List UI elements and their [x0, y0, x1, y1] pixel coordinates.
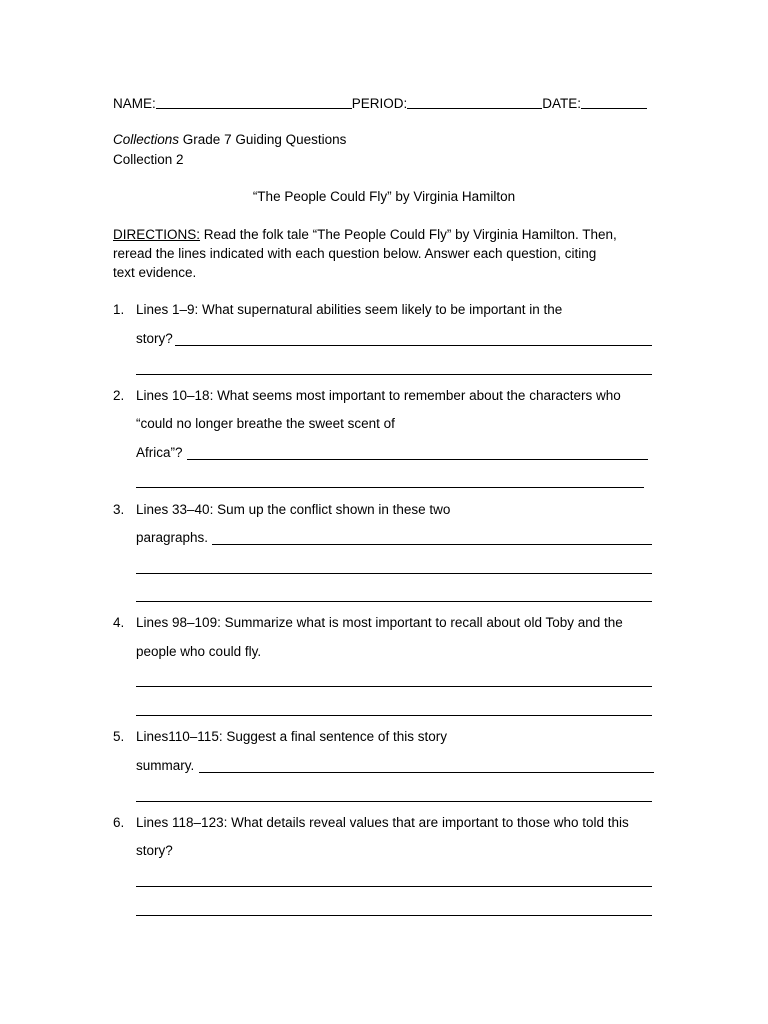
directions-line-1: [113, 227, 617, 243]
answer-line[interactable]: [136, 686, 652, 687]
question-number: 4.: [113, 615, 125, 630]
question-text-cont: story?: [136, 331, 173, 346]
question-text: Lines 33–40: Sum up the conflict shown in these two: [136, 502, 451, 517]
answer-line[interactable]: [199, 772, 654, 773]
date-label: DATE:: [542, 96, 582, 111]
name-blank[interactable]: [156, 108, 352, 109]
question-text: Lines 98–109: Summarize what is most important to recall about old Toby and the: [136, 615, 623, 630]
question-text-cont: people who could fly.: [136, 644, 262, 659]
period-blank[interactable]: [407, 108, 542, 109]
answer-line[interactable]: [136, 915, 652, 916]
question-number: 2.: [113, 388, 125, 403]
period-label: PERIOD:: [351, 96, 408, 111]
directions-line-3: text evidence.: [113, 265, 197, 280]
question-text: Lines 10–18: What seems most important to remember about the characters who: [136, 388, 621, 403]
question-number: 3.: [113, 502, 125, 517]
question-text-cont: summary.: [136, 758, 195, 773]
question-text-cont: story?: [136, 843, 173, 858]
answer-line[interactable]: [136, 601, 652, 602]
header-row: [113, 94, 653, 112]
answer-line[interactable]: [136, 487, 644, 488]
answer-line[interactable]: [136, 374, 652, 375]
question-text-cont: Africa”?: [136, 445, 183, 460]
answer-line[interactable]: [187, 459, 648, 460]
course-line: [113, 132, 346, 148]
answer-line[interactable]: [136, 886, 652, 887]
directions-label: DIRECTIONS:: [113, 227, 201, 242]
collection-number: Collection 2: [113, 152, 184, 167]
question-number: 5.: [113, 729, 125, 744]
question-text: Lines110–115: Suggest a final sentence of this story: [136, 729, 447, 744]
answer-line[interactable]: [136, 715, 652, 716]
question-text: Lines 1–9: What supernatural abilities seem likely to be important in the: [136, 302, 563, 317]
question-number: 1.: [113, 302, 125, 317]
question-text-cont: paragraphs.: [136, 530, 209, 545]
answer-line[interactable]: [136, 801, 652, 802]
question-text-cont: “could no longer breathe the sweet scent of: [136, 416, 395, 431]
answer-line[interactable]: [212, 544, 652, 545]
grade-text: Grade 7 Guiding Questions: [182, 132, 347, 147]
directions-text-1: Read the folk tale “The People Could Fly” by Virginia Hamilton. Then,: [203, 227, 617, 242]
directions-line-2: reread the lines indicated with each question below. Answer each question, citing: [113, 246, 597, 261]
answer-line[interactable]: [136, 573, 652, 574]
collections-title: Collections: [113, 132, 180, 147]
question-text: Lines 118–123: What details reveal values that are important to those who told this: [136, 815, 629, 830]
answer-line[interactable]: [175, 345, 652, 346]
story-title: “The People Could Fly” by Virginia Hamilton: [252, 189, 516, 204]
name-label: NAME:: [113, 96, 156, 111]
question-number: 6.: [113, 815, 125, 830]
date-blank[interactable]: [581, 108, 647, 109]
